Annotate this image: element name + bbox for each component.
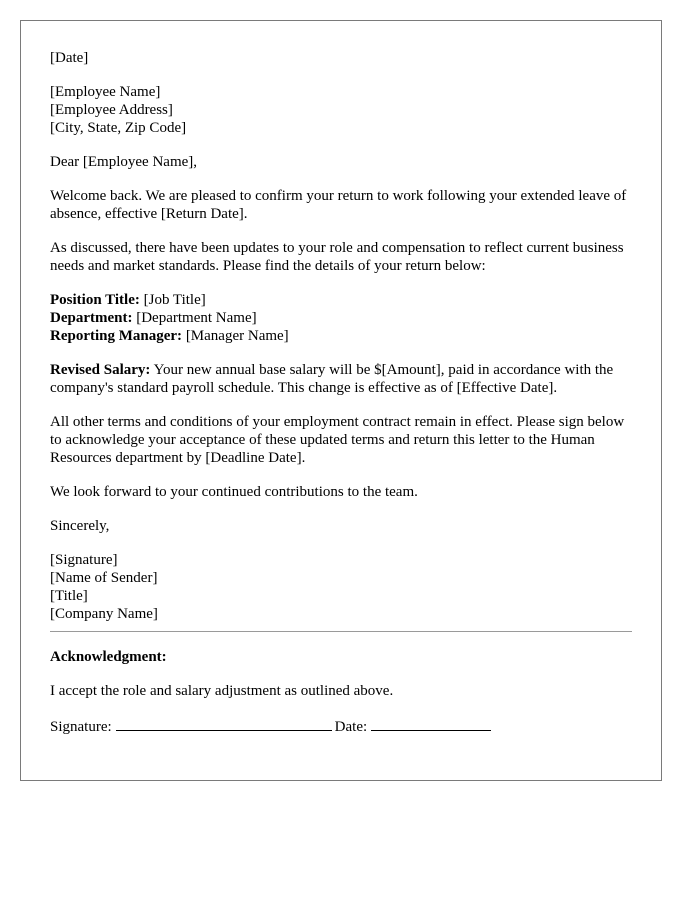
terms-paragraph: All other terms and conditions of your employment contract remain in effect. Please sign below to acknowledge your acceptance of these updated terms and return this letter to the Human Resources department by [Deadline Date]. [50,414,625,466]
acknowledgment-signature-row [50,716,632,736]
salary-paragraph [50,361,632,397]
acknowledgment-statement: I accept the role and salary adjustment as outlined above. [50,683,394,699]
revised-salary-label: Revised Salary: [50,362,151,378]
letter-date: [Date] [50,50,89,66]
reporting-manager-value: [Manager Name] [182,328,289,344]
recipient-address: [Employee Address] [50,102,173,118]
sender-name: [Name of Sender] [50,570,158,586]
reporting-manager-row [50,327,632,345]
acknowledgment-heading: Acknowledgment: [50,649,167,665]
position-title-value: [Job Title] [139,292,206,308]
sender-block [50,551,632,623]
position-title-label: Position Title: [50,292,140,308]
sender-signature: [Signature] [50,552,118,568]
signature-blank-line[interactable] [116,716,332,731]
department-row [50,309,632,327]
updates-paragraph: As discussed, there have been updates to your role and compensation to reflect current business needs and market standards. Please find the details of your return below: [50,240,624,274]
date-blank-line[interactable] [371,716,491,731]
recipient-city-state-zip: [City, State, Zip Code] [50,120,187,136]
sign-off: Sincerely, [50,518,110,534]
revised-salary-text: Your new annual base salary will be $[Amount], paid in accordance with the company's standard payroll schedule. This change is effective as of [Effective Date]. [50,362,614,396]
salutation: Dear [Employee Name], [50,154,198,170]
date-field-label: Date: [334,719,368,735]
reporting-manager-label: Reporting Manager: [50,328,183,344]
section-divider [50,631,632,632]
department-value: [Department Name] [132,310,257,326]
sender-title: [Title] [50,588,88,604]
signature-field-label: Signature: [50,719,112,735]
recipient-block [50,83,632,137]
recipient-name: [Employee Name] [50,84,161,100]
intro-paragraph: Welcome back. We are pleased to confirm your return to work following your extended leave of absence, effective [Return Date]. [50,188,627,222]
position-title-row [50,291,632,309]
letter-page [20,20,662,781]
role-details [50,291,632,345]
department-label: Department: [50,310,133,326]
closing-remark: We look forward to your continued contributions to the team. [50,484,418,500]
sender-company: [Company Name] [50,606,158,622]
